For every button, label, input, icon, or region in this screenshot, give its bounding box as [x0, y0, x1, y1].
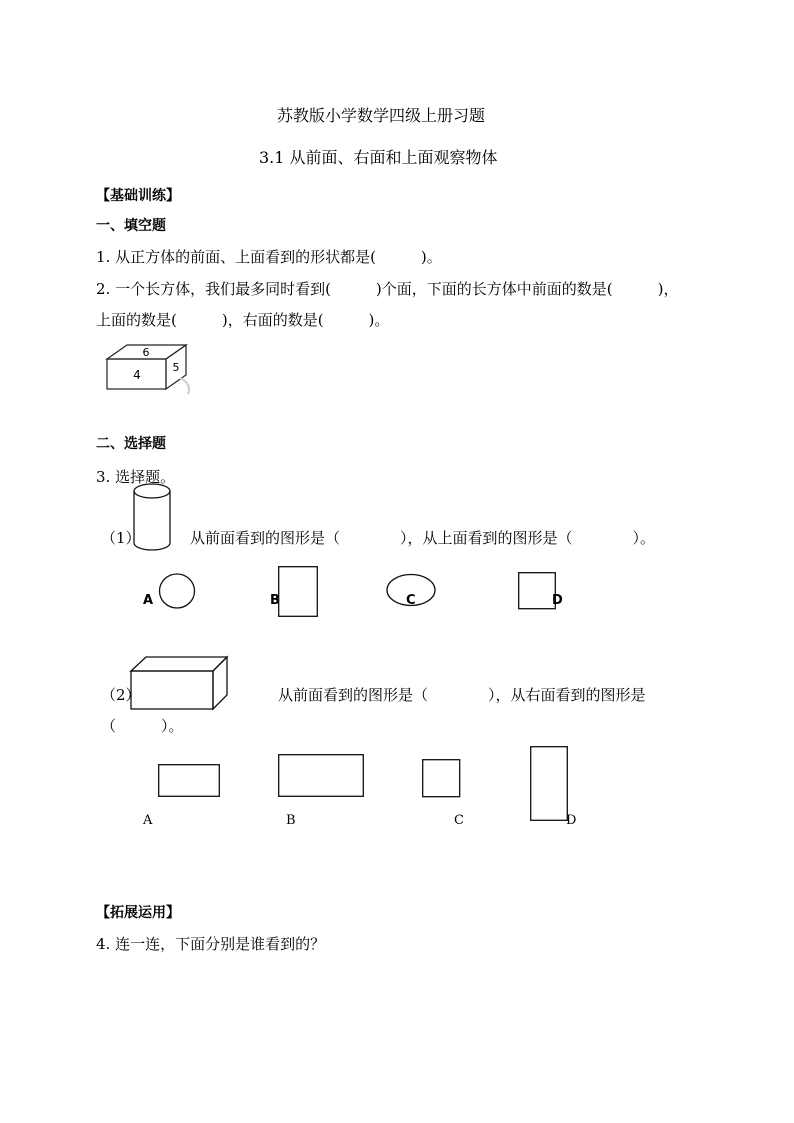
question-1: 1. 从正方体的前面、上面看到的形状都是( )。 [96, 248, 442, 266]
question-4: 4. 连一连，下面分别是谁看到的？ [96, 935, 326, 953]
sub-question-1-text: 从前面看到的图形是（ ），从上面看到的图形是（ ）。 [190, 529, 656, 547]
section-fill-blank: 一、填空题 [96, 218, 166, 234]
sub-question-2-text-continued: （ ）。 [101, 717, 184, 735]
question-2-line2: 上面的数是( )，右面的数是( )。 [96, 311, 390, 329]
option-2b-rectangle-shape [278, 754, 364, 798]
sub-question-1-number: （1） [101, 529, 141, 547]
long-cuboid-figure [130, 656, 230, 711]
sub-question-2-number: （2） [101, 686, 141, 704]
cuboid-front-number: 4 [133, 368, 141, 382]
document-title: 苏教版小学数学四级上册习题 [277, 106, 486, 125]
option-2b-label: B [286, 813, 296, 828]
cuboid-right-number: 5 [172, 361, 180, 374]
lesson-subtitle: 3.1 从前面、右面和上面观察物体 [259, 148, 498, 167]
option-1a-circle-shape [159, 573, 197, 609]
option-2a-label: A [143, 813, 153, 828]
option-2d-label: D [566, 813, 577, 828]
option-2d-tall-rectangle-shape [530, 746, 569, 822]
sub-question-2-text: 从前面看到的图形是（ ），从右面看到的图形是 [278, 686, 646, 704]
option-2c-label: C [454, 813, 464, 828]
option-2a-rectangle-shape [158, 764, 220, 798]
section-basic-training: 【基础训练】 [96, 188, 180, 204]
option-2c-square-shape [422, 759, 461, 798]
question-3-label: 3. 选择题。 [96, 468, 176, 486]
option-1b-label: B [270, 593, 280, 608]
numbered-cuboid-figure [100, 340, 200, 395]
question-2-line1: 2. 一个长方体，我们最多同时看到( )个面，下面的长方体中前面的数是( )， [96, 280, 679, 298]
option-1a-label: A [143, 593, 154, 608]
option-1d-label: D [552, 593, 563, 608]
option-1c-label: C [406, 593, 416, 608]
section-extension: 【拓展运用】 [96, 905, 180, 921]
cuboid-top-number: 6 [142, 346, 150, 359]
option-1b-rectangle-shape [278, 566, 319, 618]
section-multiple-choice: 二、选择题 [96, 436, 166, 452]
